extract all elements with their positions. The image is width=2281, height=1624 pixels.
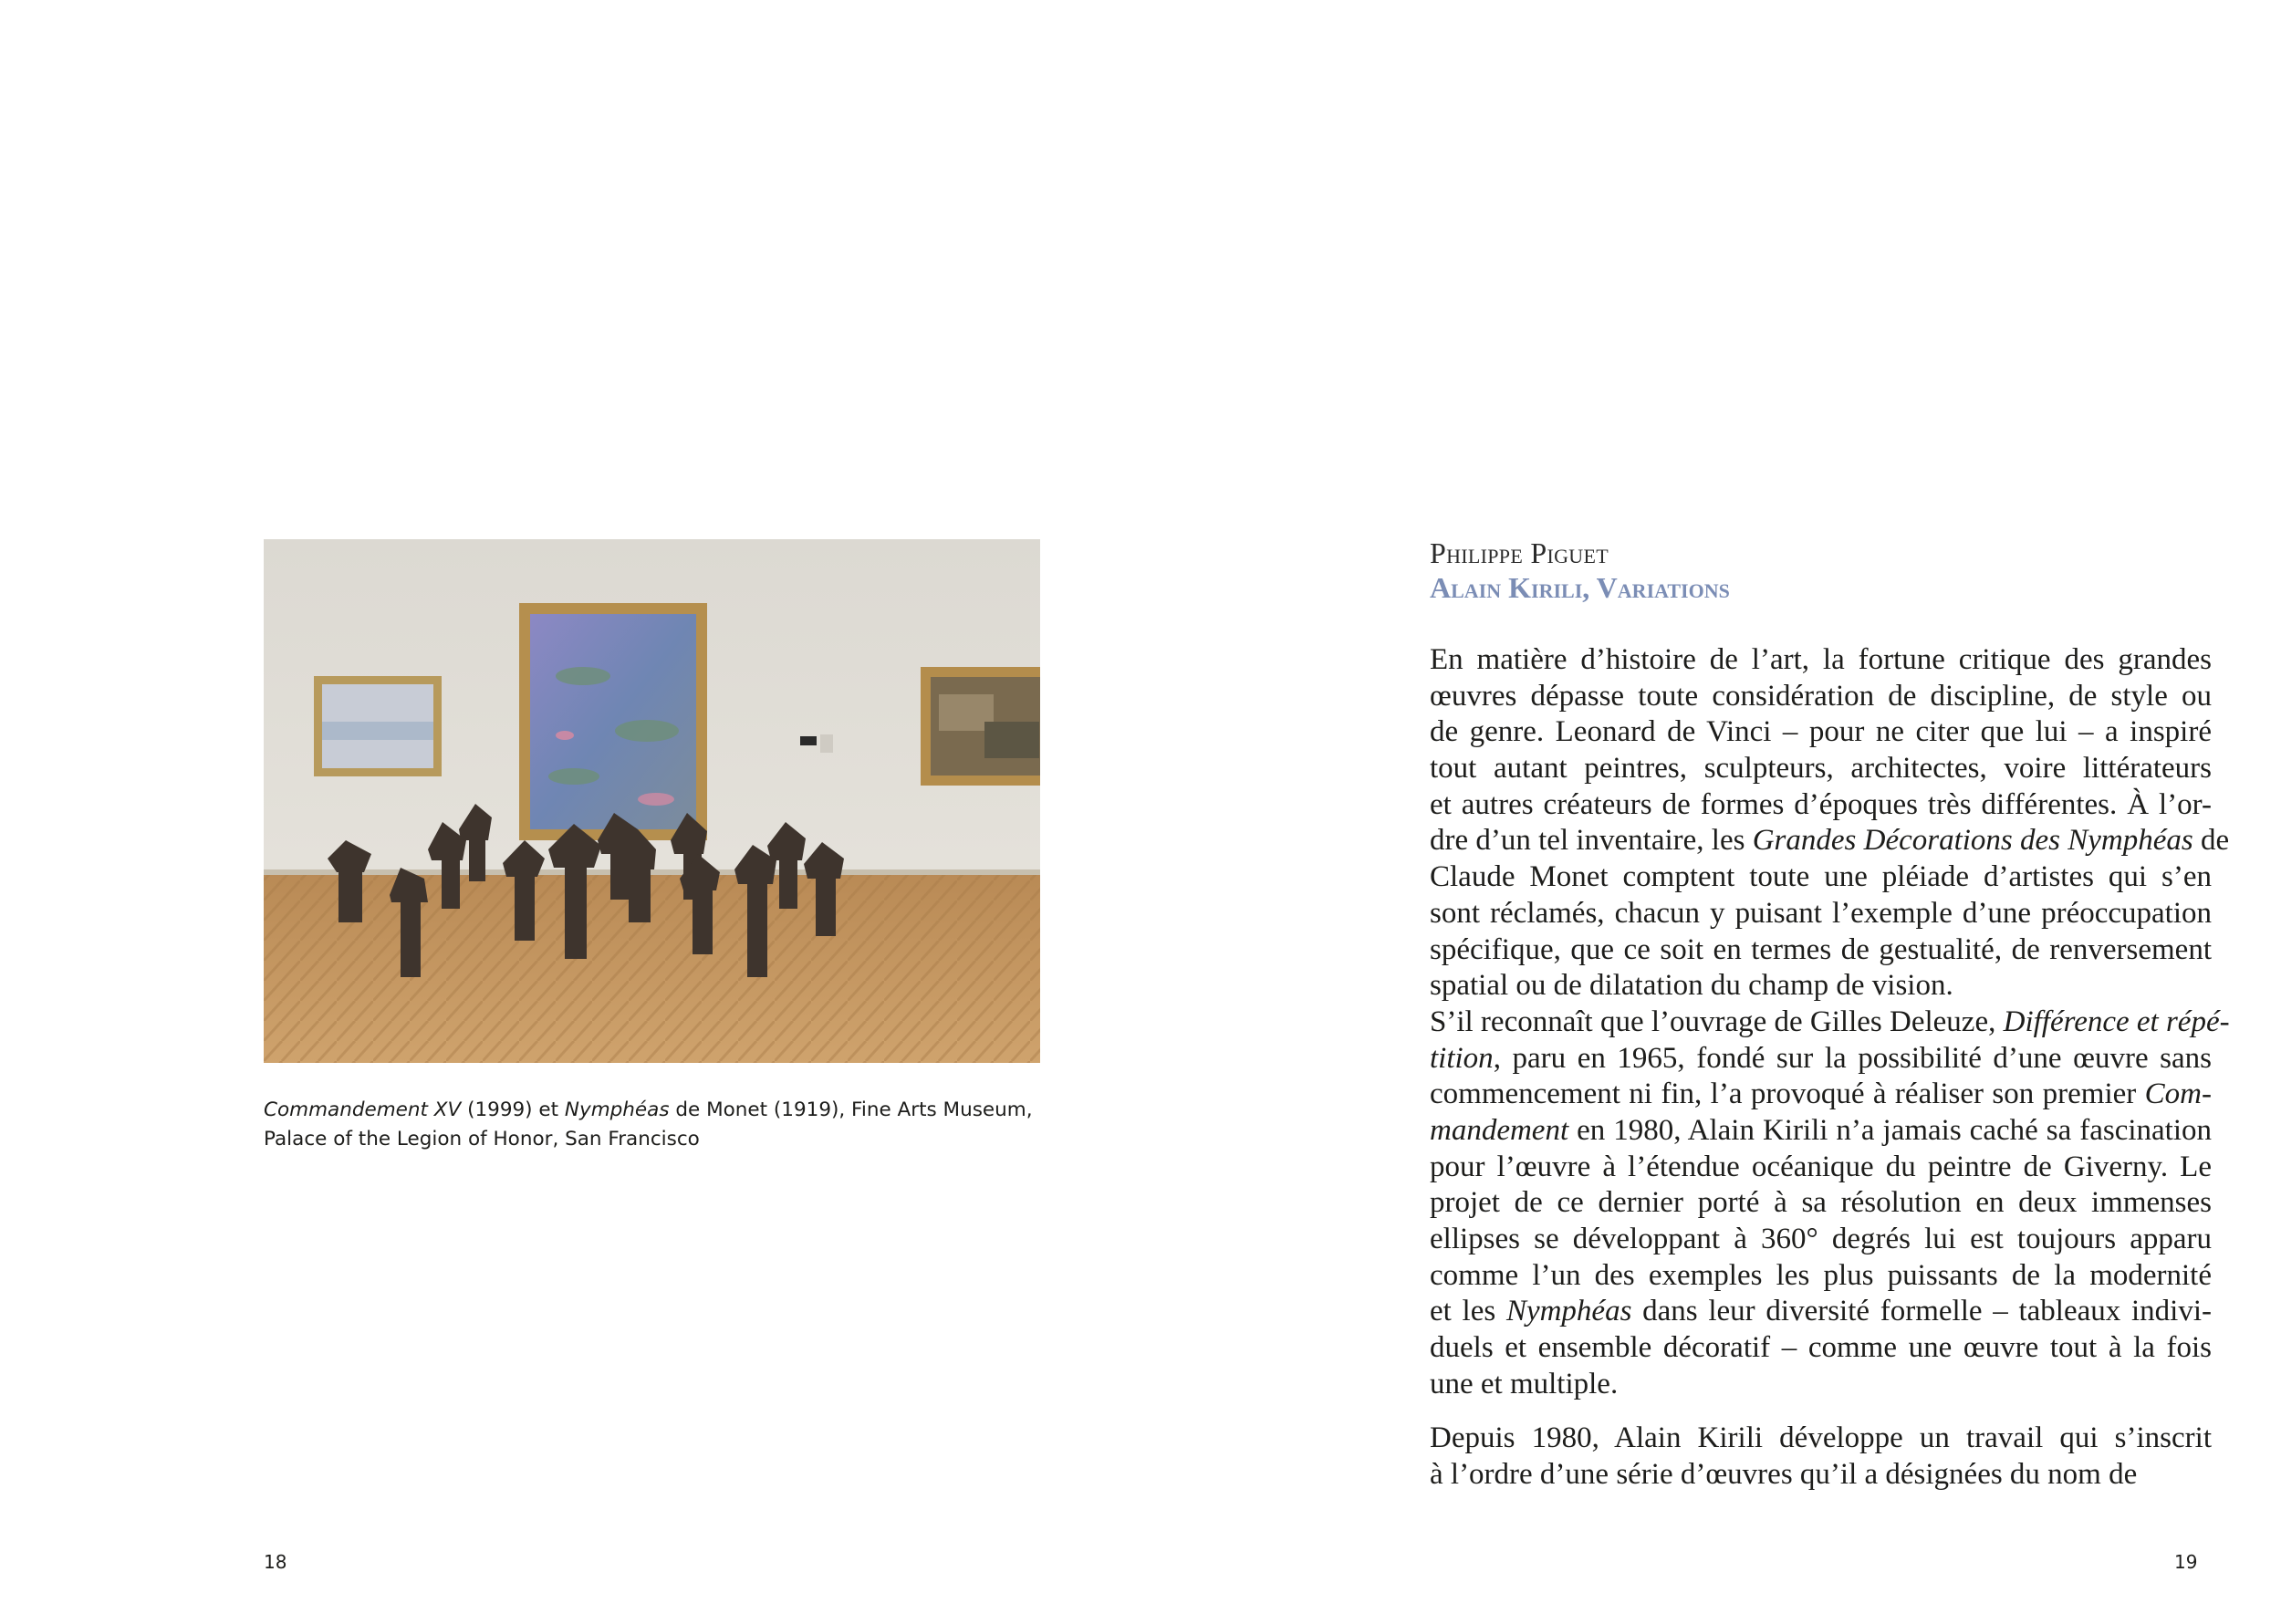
body-text: une et multiple. xyxy=(1430,1367,1619,1400)
body-text: œuvres dépasse toute considération de discipline, de style ou xyxy=(1430,679,2212,713)
body-line xyxy=(1430,968,2212,1005)
body-line xyxy=(1430,932,2212,969)
body-line xyxy=(1430,1113,2212,1150)
body-text: duels et ensemble décoratif – comme une œuvre tout à la fois xyxy=(1430,1331,2212,1365)
caption-line-2: Palace of the Legion of Honor, San Francisco xyxy=(264,1128,700,1150)
body-italic-text: Différence et répé- xyxy=(2003,1005,2230,1038)
body-text: S’il reconnaît que l’ouvrage de Gilles Deleuze, xyxy=(1430,1005,2004,1038)
body-line xyxy=(1430,1222,2212,1258)
body-text: , paru en 1965, fondé sur la possibilité d’une œuvre sans xyxy=(1493,1041,2212,1075)
body-text: dre d’un tel inventaire, les xyxy=(1430,824,1753,858)
author-name: Philippe Piguet xyxy=(1430,536,1609,569)
article-body xyxy=(1430,642,2230,1494)
body-italic-text: Nymphéas xyxy=(1505,1295,1632,1328)
body-text: en 1980, Alain Kirili n’a jamais caché sa fascination xyxy=(1568,1113,2212,1147)
body-text: pour l’œuvre à l’étendue océanique du peintre de Giverny. Le xyxy=(1430,1150,2212,1183)
article-title: Alain Kirili, Variations xyxy=(1430,571,1730,604)
body-text: comme l’un des exemples les plus puissants de la modernité xyxy=(1430,1258,2212,1292)
body-line xyxy=(1430,751,2212,787)
body-line xyxy=(1430,1294,2212,1330)
body-text: dans leur diversité formelle – tableaux indivi- xyxy=(1631,1295,2212,1328)
body-line xyxy=(1430,787,2212,824)
body-line xyxy=(1430,714,2212,751)
body-line xyxy=(1430,1367,2212,1403)
caption-work-title: Nymphéas xyxy=(564,1098,670,1121)
body-line xyxy=(1430,1150,2212,1186)
caption-text: de Monet (1919), Fine Arts Museum, xyxy=(669,1098,1033,1121)
photo-caption xyxy=(264,1096,1067,1154)
body-text: projet de ce dernier porté à sa résolution en deux immenses xyxy=(1430,1186,2212,1220)
body-text: à l’ordre d’une série d’œuvres qu’il a désignées du nom de xyxy=(1430,1458,2138,1492)
body-text: de xyxy=(2192,824,2230,858)
caption-line-1 xyxy=(264,1096,1067,1125)
body-line xyxy=(1430,896,2212,932)
paragraph-gap xyxy=(1430,1402,2212,1421)
body-text: et autres créateurs de formes d’époques très différentes. À l’or- xyxy=(1430,787,2212,821)
caption-text: (1999) et xyxy=(461,1098,565,1121)
body-text: Claude Monet comptent toute une pléiade d’artistes qui s’en xyxy=(1430,860,2212,894)
body-text: En matière d’histoire de l’art, la fortune critique des grandes xyxy=(1430,643,2212,676)
body-line xyxy=(1430,642,2212,679)
body-line xyxy=(1430,859,2212,896)
body-italic-text: Com- xyxy=(2144,1077,2212,1111)
body-text: de genre. Leonard de Vinci – pour ne citer que lui – a inspiré xyxy=(1430,715,2212,749)
body-line xyxy=(1430,1457,2212,1494)
body-line xyxy=(1430,1077,2212,1113)
body-line xyxy=(1430,1258,2212,1295)
page-number-left: 18 xyxy=(264,1551,287,1573)
page-number-right: 19 xyxy=(2174,1551,2198,1573)
body-italic-text: Grandes Décorations des Nymphéas xyxy=(1752,824,2193,858)
body-line xyxy=(1430,1421,2212,1457)
body-text: ellipses se développant à 360° degrés lui est toujours apparu xyxy=(1430,1223,2212,1255)
body-text: et les xyxy=(1430,1295,1506,1328)
body-line xyxy=(1430,1041,2212,1077)
body-text: Depuis 1980, Alain Kirili développe un travail qui s’inscrit xyxy=(1430,1421,2212,1455)
body-italic-text: mandement xyxy=(1430,1113,1569,1147)
body-line xyxy=(1430,823,2230,859)
body-line xyxy=(1430,679,2212,715)
body-line xyxy=(1430,1005,2230,1041)
body-text: spécifique, que ce soit en termes de gestualité, de renversement xyxy=(1430,932,2212,966)
caption-work-title: Commandement XV xyxy=(264,1098,462,1121)
body-text: spatial ou de dilatation du champ de vision. xyxy=(1430,969,1953,1003)
body-italic-text: tition xyxy=(1430,1041,1494,1075)
body-text: commencement ni fin, l’a provoqué à réaliser son premier xyxy=(1430,1077,2145,1111)
body-text: tout autant peintres, sculpteurs, architectes, voire littérateurs xyxy=(1430,752,2212,786)
body-line xyxy=(1430,1185,2212,1222)
body-text: sont réclamés, chacun y puisant l’exemple d’une préoccupation xyxy=(1430,896,2212,930)
gallery-photo xyxy=(264,539,1040,1063)
body-line xyxy=(1430,1330,2212,1367)
